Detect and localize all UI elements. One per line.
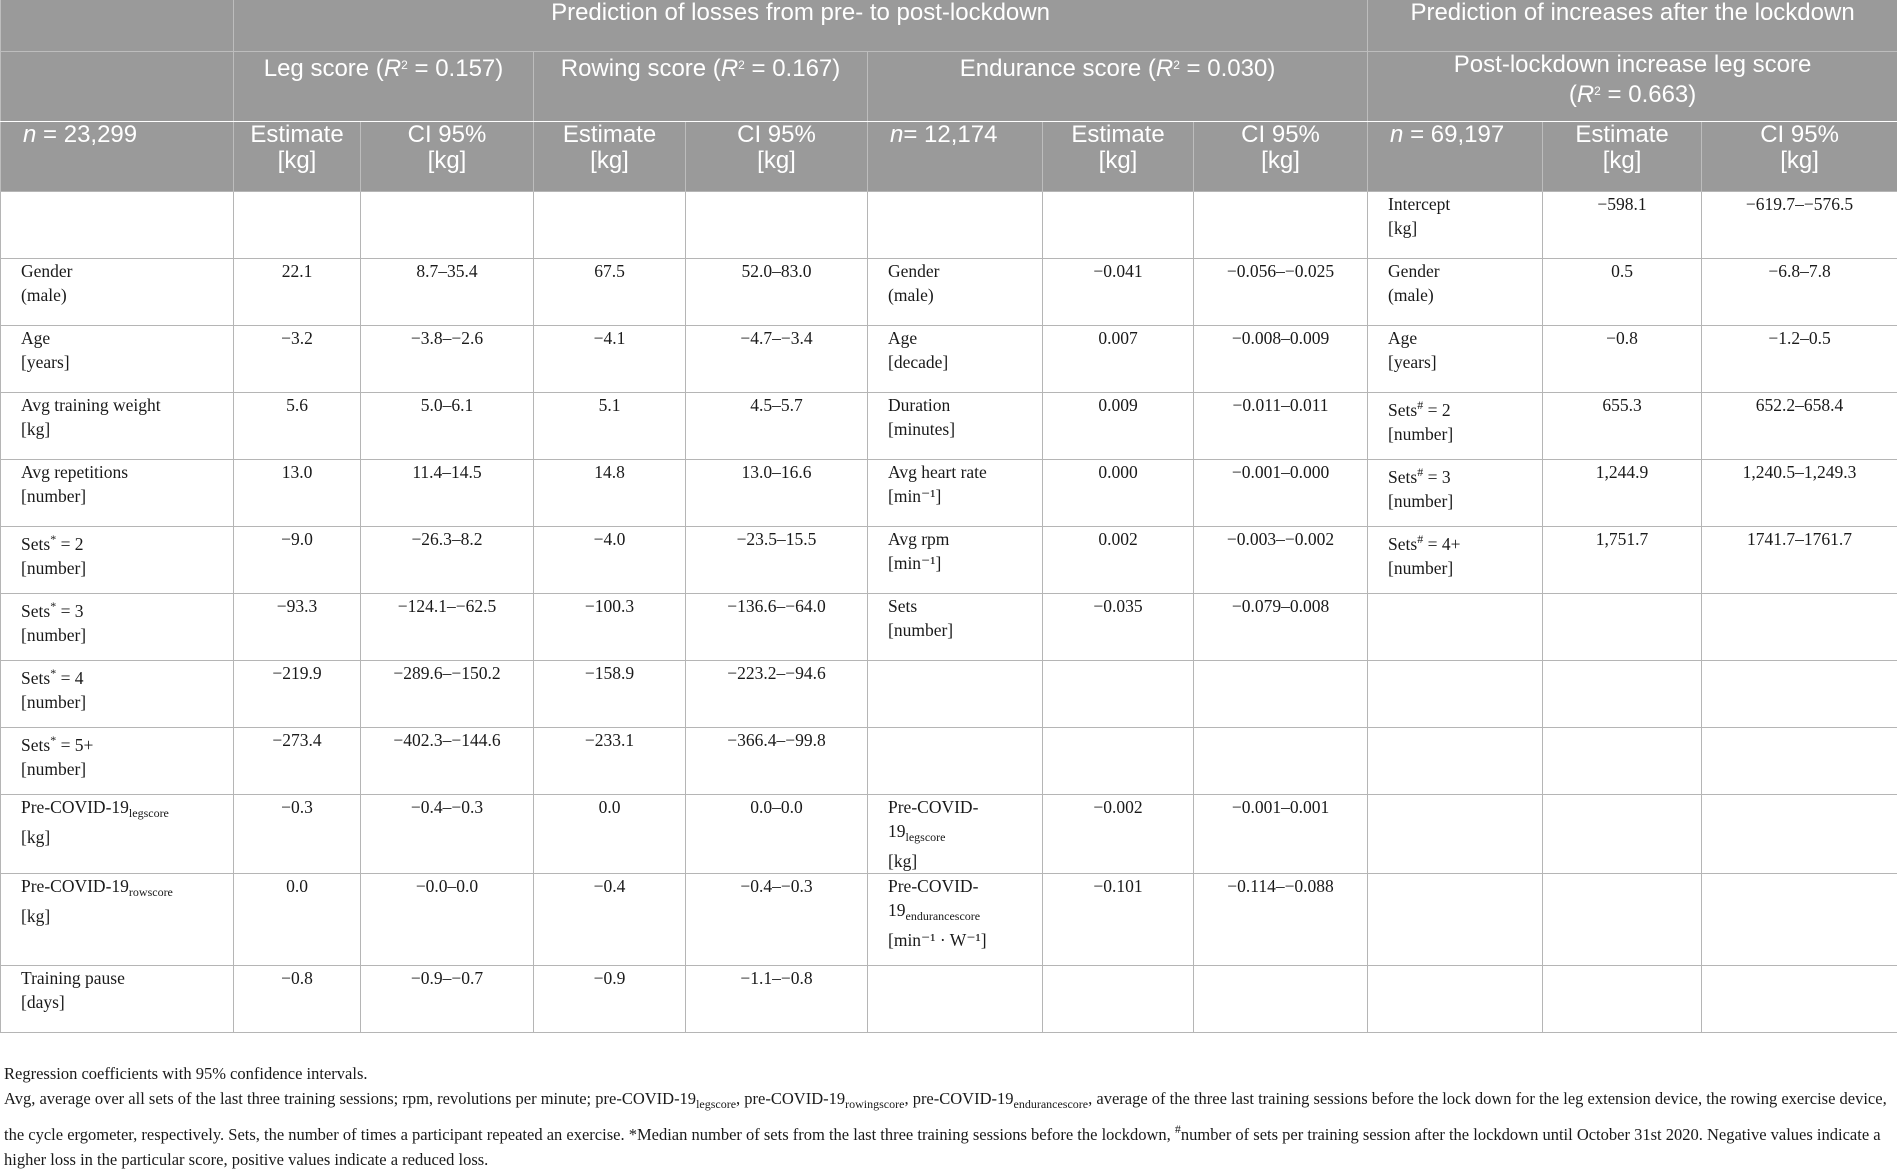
post-ci-cell bbox=[1702, 795, 1897, 874]
endurance-estimate-cell: 0.000 bbox=[1043, 460, 1194, 527]
endurance-variable-label: Sets [number] bbox=[868, 594, 1043, 661]
endurance-ci-cell: −0.001–0.001 bbox=[1194, 795, 1368, 874]
footnote-line-1: Regression coefficients with 95% confidence intervals. bbox=[4, 1061, 1889, 1086]
post-estimate-header: Estimate [kg] bbox=[1543, 122, 1702, 192]
loss-variable-label: Gender (male) bbox=[1, 259, 234, 326]
header-blank-cell bbox=[1, 52, 234, 122]
leg-ci-cell: −0.0–0.0 bbox=[361, 874, 534, 966]
leg-ci-cell: −402.3–−144.6 bbox=[361, 728, 534, 795]
leg-ci-cell: −0.9–−0.7 bbox=[361, 966, 534, 1033]
table-row bbox=[1, 326, 1897, 393]
post-estimate-cell: −598.1 bbox=[1543, 192, 1702, 259]
post-estimate-cell: 655.3 bbox=[1543, 393, 1702, 460]
rowing-estimate-cell: −100.3 bbox=[534, 594, 686, 661]
rowing-estimate-cell: −0.4 bbox=[534, 874, 686, 966]
leg-estimate-cell bbox=[234, 192, 361, 259]
post-ci-cell: −6.8–7.8 bbox=[1702, 259, 1897, 326]
leg-estimate-cell: −9.0 bbox=[234, 527, 361, 594]
post-ci-header: CI 95% [kg] bbox=[1702, 122, 1897, 192]
leg-ci-cell: −289.6–−150.2 bbox=[361, 661, 534, 728]
leg-estimate-cell: −0.3 bbox=[234, 795, 361, 874]
leg-estimate-cell: 13.0 bbox=[234, 460, 361, 527]
rowing-score-name: Rowing score bbox=[561, 55, 706, 82]
rowing-ci-header: CI 95% [kg] bbox=[686, 122, 868, 192]
post-lockdown-header: Post-lockdown increase leg score $(R^2 = 0.663)$ bbox=[1368, 52, 1897, 122]
rowing-ci-cell: −23.5–15.5 bbox=[686, 527, 868, 594]
loss-variable-label bbox=[1, 192, 234, 259]
post-lockdown-r2: 0.663 bbox=[1628, 81, 1688, 108]
loss-variable-label: Sets* = 4 [number] bbox=[1, 661, 234, 728]
post-estimate-cell bbox=[1543, 874, 1702, 966]
n-losses-header: n = 23,299 bbox=[1, 122, 234, 192]
endurance-variable-label bbox=[868, 966, 1043, 1033]
n-losses-value: 23,299 bbox=[64, 121, 137, 148]
leg-estimate-header: Estimate [kg] bbox=[234, 122, 361, 192]
header-row-groups bbox=[1, 0, 1897, 52]
endurance-estimate-cell bbox=[1043, 661, 1194, 728]
table-row bbox=[1, 966, 1897, 1033]
rowing-estimate-cell: −158.9 bbox=[534, 661, 686, 728]
rowing-estimate-cell: 0.0 bbox=[534, 795, 686, 874]
leg-estimate-cell: −273.4 bbox=[234, 728, 361, 795]
increase-variable-label bbox=[1368, 966, 1543, 1033]
endurance-ci-cell: −0.003–−0.002 bbox=[1194, 527, 1368, 594]
table-row bbox=[1, 259, 1897, 326]
rowing-estimate-cell: 67.5 bbox=[534, 259, 686, 326]
loss-variable-label: Avg training weight [kg] bbox=[1, 393, 234, 460]
post-estimate-cell: −0.8 bbox=[1543, 326, 1702, 393]
post-estimate-cell: 1,751.7 bbox=[1543, 527, 1702, 594]
endurance-variable-label bbox=[868, 728, 1043, 795]
rowing-estimate-cell: −4.0 bbox=[534, 527, 686, 594]
endurance-estimate-cell: −0.035 bbox=[1043, 594, 1194, 661]
increase-variable-label bbox=[1368, 661, 1543, 728]
endurance-score-r2: 0.030 bbox=[1207, 55, 1267, 82]
header-blank-cell bbox=[1, 0, 234, 52]
loss-variable-label: Training pause [days] bbox=[1, 966, 234, 1033]
endurance-score-header: Endurance score $(R^2 = 0.030)$ bbox=[868, 52, 1368, 122]
post-ci-cell: 652.2–658.4 bbox=[1702, 393, 1897, 460]
loss-variable-label: Sets* = 5+ [number] bbox=[1, 728, 234, 795]
rowing-estimate-cell: 14.8 bbox=[534, 460, 686, 527]
footnote-abbreviations: Avg, average over all sets of the last three training sessions; rpm, revolutions per minute; pre-$COVID-19_{legscore}$, pre-$COVID-19_{rowingscore}$, pre-$COVID-19_{endurancescore}$, average of the three last training sessions before the lock down for the leg extension device, the rowing exercise device, the cycle ergometer, respectively. Sets, the number of times a participant repeated an exercise. *Median number of sets from the last three training sessions before the lockdown, #number of sets per training session after the lockdown until October 31st 2020. Negative values indicate a higher loss in the particular score, positive values indicate a reduced loss. bbox=[4, 1086, 1889, 1172]
increase-variable-label bbox=[1368, 594, 1543, 661]
leg-ci-cell: −3.8–−2.6 bbox=[361, 326, 534, 393]
rowing-estimate-cell: −0.9 bbox=[534, 966, 686, 1033]
endurance-estimate-cell: 0.009 bbox=[1043, 393, 1194, 460]
endurance-ci-cell bbox=[1194, 728, 1368, 795]
rowing-estimate-cell: −233.1 bbox=[534, 728, 686, 795]
rowing-ci-cell: −366.4–−99.8 bbox=[686, 728, 868, 795]
loss-variable-label: Age [years] bbox=[1, 326, 234, 393]
leg-score-r2: 0.157 bbox=[435, 55, 495, 82]
post-estimate-cell bbox=[1543, 661, 1702, 728]
rowing-ci-cell: 52.0–83.0 bbox=[686, 259, 868, 326]
rowing-ci-cell: −0.4–−0.3 bbox=[686, 874, 868, 966]
endurance-variable-label: Avg heart rate [min⁻¹] bbox=[868, 460, 1043, 527]
table-row bbox=[1, 874, 1897, 966]
rowing-ci-cell: −136.6–−64.0 bbox=[686, 594, 868, 661]
rowing-ci-cell: 4.5–5.7 bbox=[686, 393, 868, 460]
n-increase-header: n = 69,197 bbox=[1368, 122, 1543, 192]
endurance-estimate-cell: −0.101 bbox=[1043, 874, 1194, 966]
increase-variable-label: Sets# = 2 [number] bbox=[1368, 393, 1543, 460]
endurance-ci-cell: −0.001–0.000 bbox=[1194, 460, 1368, 527]
loss-variable-label: Pre-$COVID-19_{legscore}$ [kg] bbox=[1, 795, 234, 874]
endurance-variable-label: Pre-COVID- $19_{legscore}$ [kg] bbox=[868, 795, 1043, 874]
endurance-estimate-cell bbox=[1043, 192, 1194, 259]
endurance-ci-cell: −0.011–0.011 bbox=[1194, 393, 1368, 460]
post-estimate-cell bbox=[1543, 728, 1702, 795]
leg-ci-cell: −124.1–−62.5 bbox=[361, 594, 534, 661]
loss-variable-label: Avg repetitions [number] bbox=[1, 460, 234, 527]
table-row bbox=[1, 460, 1897, 527]
leg-score-name: Leg score bbox=[264, 55, 369, 82]
post-ci-cell: 1,240.5–1,249.3 bbox=[1702, 460, 1897, 527]
increase-variable-label bbox=[1368, 874, 1543, 966]
n-endurance-value: 12,174 bbox=[924, 121, 997, 148]
rowing-estimate-cell: −4.1 bbox=[534, 326, 686, 393]
leg-estimate-cell: 5.6 bbox=[234, 393, 361, 460]
post-ci-cell bbox=[1702, 966, 1897, 1033]
endurance-variable-label: Pre-COVID- $19_{endurancescore}$ [min⁻¹ · W⁻¹] bbox=[868, 874, 1043, 966]
table-body bbox=[1, 192, 1897, 1033]
increase-variable-label bbox=[1368, 795, 1543, 874]
rowing-estimate-header: Estimate [kg] bbox=[534, 122, 686, 192]
header-row-columns bbox=[1, 122, 1897, 192]
table-row bbox=[1, 393, 1897, 460]
table-row bbox=[1, 795, 1897, 874]
leg-estimate-cell: −0.8 bbox=[234, 966, 361, 1033]
endurance-estimate-cell bbox=[1043, 728, 1194, 795]
leg-ci-cell: 5.0–6.1 bbox=[361, 393, 534, 460]
endurance-estimate-cell: 0.007 bbox=[1043, 326, 1194, 393]
leg-ci-header: CI 95% [kg] bbox=[361, 122, 534, 192]
leg-ci-cell: −26.3–8.2 bbox=[361, 527, 534, 594]
post-estimate-cell: 1,244.9 bbox=[1543, 460, 1702, 527]
post-ci-cell: −619.7–−576.5 bbox=[1702, 192, 1897, 259]
endurance-variable-label bbox=[868, 661, 1043, 728]
increase-variable-label: Intercept [kg] bbox=[1368, 192, 1543, 259]
post-lockdown-name: Post-lockdown increase leg score bbox=[1454, 51, 1812, 78]
endurance-estimate-cell: −0.041 bbox=[1043, 259, 1194, 326]
endurance-ci-cell: −0.056–−0.025 bbox=[1194, 259, 1368, 326]
table-row bbox=[1, 527, 1897, 594]
rowing-score-r2: 0.167 bbox=[772, 55, 832, 82]
post-ci-cell bbox=[1702, 874, 1897, 966]
endurance-variable-label: Avg rpm [min⁻¹] bbox=[868, 527, 1043, 594]
loss-variable-label: Sets* = 2 [number] bbox=[1, 527, 234, 594]
group-increases-header: Prediction of increases after the lockdown bbox=[1368, 0, 1897, 52]
endurance-ci-cell: −0.008–0.009 bbox=[1194, 326, 1368, 393]
header-row-scores bbox=[1, 52, 1897, 122]
loss-variable-label: Pre-$COVID-19_{rowscore}$ [kg] bbox=[1, 874, 234, 966]
endurance-score-name: Endurance score bbox=[960, 55, 1141, 82]
endurance-estimate-cell: −0.002 bbox=[1043, 795, 1194, 874]
leg-estimate-cell: −3.2 bbox=[234, 326, 361, 393]
endurance-ci-cell bbox=[1194, 661, 1368, 728]
rowing-ci-cell: −4.7–−3.4 bbox=[686, 326, 868, 393]
post-estimate-cell: 0.5 bbox=[1543, 259, 1702, 326]
endurance-estimate-cell bbox=[1043, 966, 1194, 1033]
table-row bbox=[1, 594, 1897, 661]
leg-estimate-cell: −219.9 bbox=[234, 661, 361, 728]
leg-estimate-cell: 0.0 bbox=[234, 874, 361, 966]
rowing-estimate-cell bbox=[534, 192, 686, 259]
post-estimate-cell bbox=[1543, 594, 1702, 661]
endurance-ci-header: CI 95% [kg] bbox=[1194, 122, 1368, 192]
endurance-estimate-header: Estimate [kg] bbox=[1043, 122, 1194, 192]
n-endurance-header: n= 12,174 bbox=[868, 122, 1043, 192]
leg-estimate-cell: −93.3 bbox=[234, 594, 361, 661]
increase-variable-label: Sets# = 3 [number] bbox=[1368, 460, 1543, 527]
rowing-ci-cell bbox=[686, 192, 868, 259]
endurance-ci-cell: −0.079–0.008 bbox=[1194, 594, 1368, 661]
increase-variable-label bbox=[1368, 728, 1543, 795]
table-row bbox=[1, 661, 1897, 728]
table-row bbox=[1, 192, 1897, 259]
endurance-variable-label: Gender (male) bbox=[868, 259, 1043, 326]
endurance-variable-label: Age [decade] bbox=[868, 326, 1043, 393]
endurance-ci-cell bbox=[1194, 966, 1368, 1033]
leg-ci-cell: 8.7–35.4 bbox=[361, 259, 534, 326]
increase-variable-label: Gender (male) bbox=[1368, 259, 1543, 326]
endurance-variable-label: Duration [minutes] bbox=[868, 393, 1043, 460]
post-estimate-cell bbox=[1543, 966, 1702, 1033]
table-footnotes bbox=[4, 1061, 1889, 1172]
n-increase-value: 69,197 bbox=[1431, 121, 1504, 148]
post-ci-cell bbox=[1702, 728, 1897, 795]
rowing-ci-cell: 0.0–0.0 bbox=[686, 795, 868, 874]
post-estimate-cell bbox=[1543, 795, 1702, 874]
rowing-ci-cell: −1.1–−0.8 bbox=[686, 966, 868, 1033]
increase-variable-label: Age [years] bbox=[1368, 326, 1543, 393]
table-row bbox=[1, 728, 1897, 795]
post-ci-cell bbox=[1702, 661, 1897, 728]
leg-ci-cell: −0.4–−0.3 bbox=[361, 795, 534, 874]
loss-variable-label: Sets* = 3 [number] bbox=[1, 594, 234, 661]
rowing-estimate-cell: 5.1 bbox=[534, 393, 686, 460]
leg-score-header: Leg score $(R^2 = 0.157)$ bbox=[234, 52, 534, 122]
post-ci-cell: 1741.7–1761.7 bbox=[1702, 527, 1897, 594]
endurance-estimate-cell: 0.002 bbox=[1043, 527, 1194, 594]
leg-ci-cell: 11.4–14.5 bbox=[361, 460, 534, 527]
rowing-score-header: Rowing score $(R^2 = 0.167)$ bbox=[534, 52, 868, 122]
leg-estimate-cell: 22.1 bbox=[234, 259, 361, 326]
endurance-ci-cell bbox=[1194, 192, 1368, 259]
post-ci-cell bbox=[1702, 594, 1897, 661]
endurance-variable-label bbox=[868, 192, 1043, 259]
increase-variable-label: Sets# = 4+ [number] bbox=[1368, 527, 1543, 594]
group-losses-header: Prediction of losses from pre- to post-lockdown bbox=[234, 0, 1368, 52]
endurance-ci-cell: −0.114–−0.088 bbox=[1194, 874, 1368, 966]
leg-ci-cell bbox=[361, 192, 534, 259]
rowing-ci-cell: −223.2–−94.6 bbox=[686, 661, 868, 728]
post-ci-cell: −1.2–0.5 bbox=[1702, 326, 1897, 393]
rowing-ci-cell: 13.0–16.6 bbox=[686, 460, 868, 527]
